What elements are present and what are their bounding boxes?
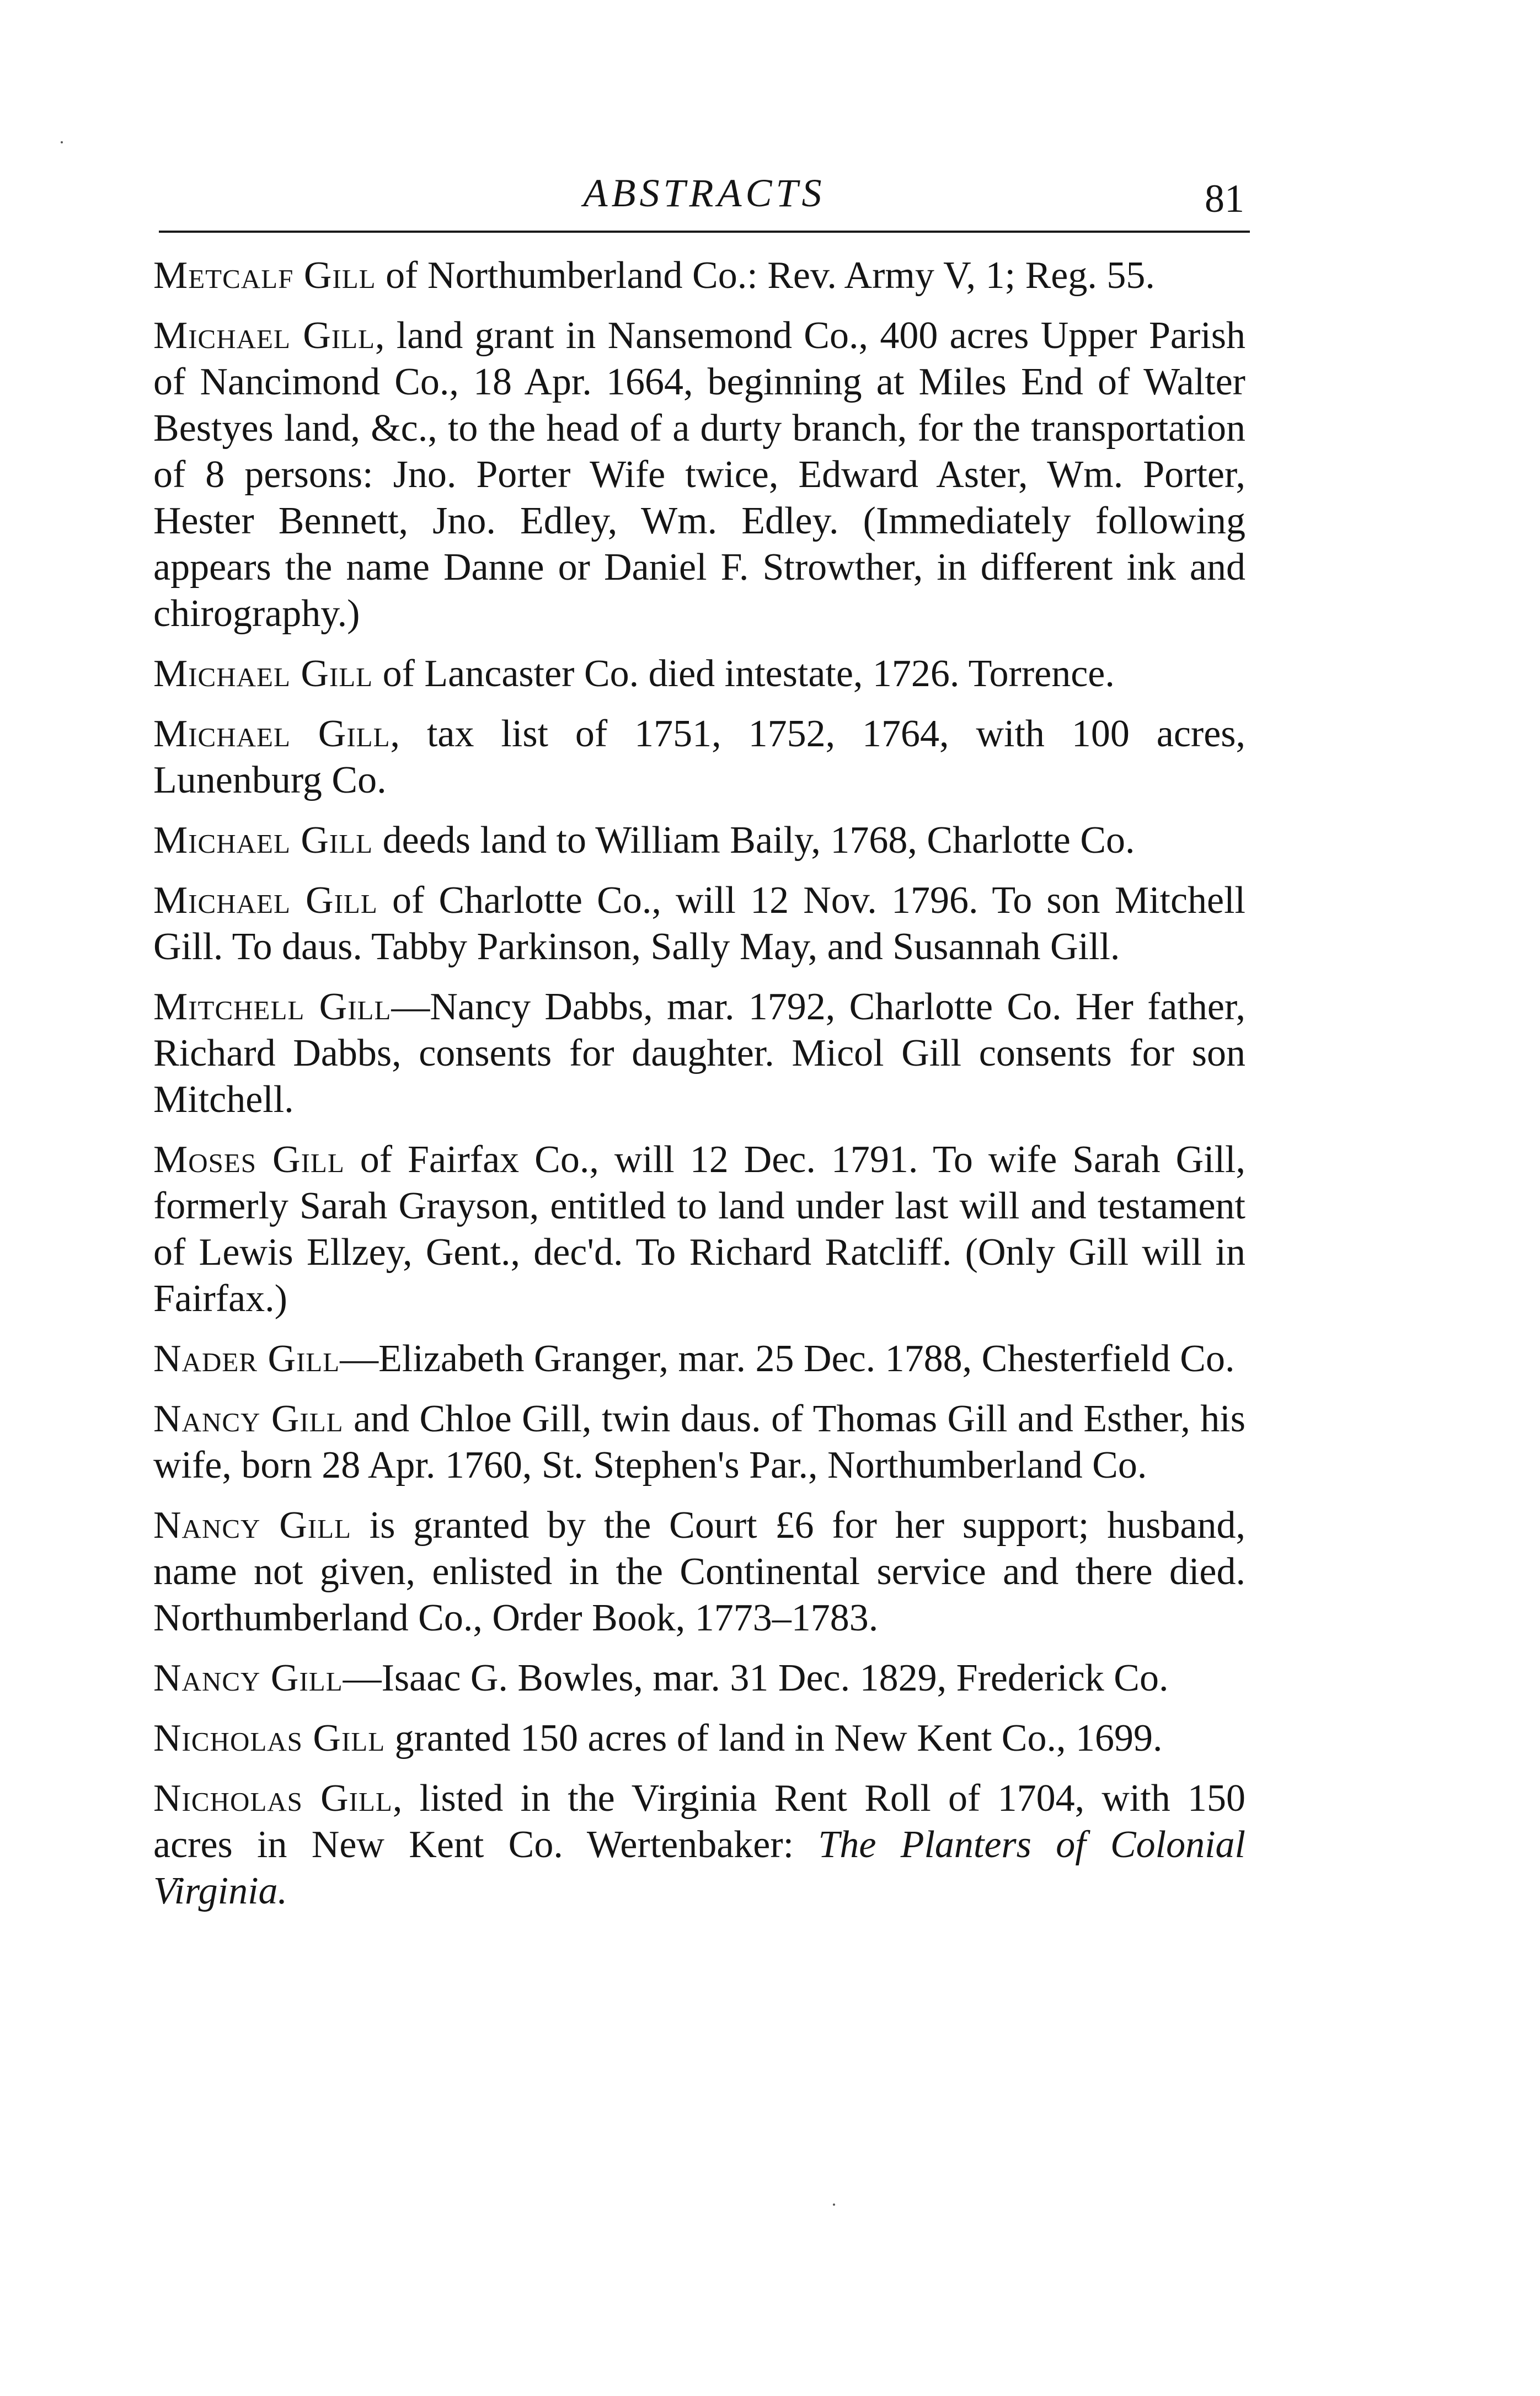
abstract-entry-moses-gill <box>153 1137 1245 1322</box>
entry-text: is granted by the Court £6 for her support; husband, name not given, enlisted in the Continental service and there died. Northumberland Co., Order Book, 1773–1783. <box>153 1504 1246 1639</box>
entry-name: Nancy Gill <box>153 1504 351 1547</box>
entry-name: Nicholas Gill <box>153 1777 393 1820</box>
abstract-entry-nancy-gill-twins <box>153 1396 1245 1489</box>
abstract-entry-mitchell-gill <box>153 984 1245 1123</box>
abstract-entry-nader-gill <box>153 1336 1245 1382</box>
abstract-entry-nancy-gill-court <box>153 1502 1245 1641</box>
entry-text: of Charlotte Co., will 12 Nov. 1796. To son Mitchell Gill. To daus. Tabby Parkinson, Sally May, and Susannah Gill. <box>153 879 1246 968</box>
entry-text: of Lancaster Co. died intestate, 1726. Torrence. <box>373 653 1115 695</box>
entry-name: Michael Gill <box>153 653 373 695</box>
running-head <box>159 165 1250 221</box>
page-title: ABSTRACTS <box>583 171 826 215</box>
cited-work-title: The Planters of Colonial Virginia. <box>153 1823 1245 1912</box>
page-number: 81 <box>1205 177 1244 221</box>
abstract-entry-michael-gill-nansemond <box>153 313 1245 637</box>
entry-name: Nancy Gill <box>153 1398 344 1440</box>
entry-text: of Northumberland Co.: Rev. Army V, 1; Reg. 55. <box>376 254 1155 297</box>
entry-name: Metcalf Gill <box>153 254 376 297</box>
entry-text: and Chloe Gill, twin daus. of Thomas Gill and Esther, his wife, born 28 Apr. 1760, St. Stephen's Par., Northumberland Co. <box>153 1398 1245 1486</box>
header-rule <box>159 231 1250 233</box>
abstract-entries <box>153 253 1245 1928</box>
entry-text: deeds land to William Baily, 1768, Charlotte Co. <box>373 819 1135 862</box>
entry-text: —Elizabeth Granger, mar. 25 Dec. 1788, Chesterfield Co. <box>340 1338 1235 1380</box>
entry-name: Mitchell Gill <box>153 986 392 1028</box>
entry-name: Moses Gill <box>153 1138 345 1181</box>
abstract-entry-nicholas-gill-rent-roll <box>153 1775 1245 1914</box>
entry-name: Michael Gill <box>153 819 373 862</box>
abstract-entry-metcalf-gill <box>153 253 1245 299</box>
entry-text: , tax list of 1751, 1752, 1764, with 100 acres, Lunenburg Co. <box>153 713 1246 801</box>
scan-speck <box>833 2204 835 2206</box>
abstract-entry-michael-gill-lancaster <box>153 651 1245 697</box>
entry-text: , land grant in Nansemond Co., 400 acres Upper Parish of Nancimond Co., 18 Apr. 1664, beginning at Miles End of Walter Bestyes land, &c., to the head of a durty branch, for the transportation of 8 persons: Jno. Porter Wife twice, Edward Aster, Wm. Porter, Hester Bennett, Jno. Edley, Wm. Edley. (Immediately following appears the name Danne or Daniel F. Strowther, in different ink and chirography.) <box>153 314 1246 635</box>
abstract-entry-michael-gill-charlotte-will <box>153 878 1245 970</box>
entry-name: Michael Gill <box>153 314 375 357</box>
abstract-entry-michael-gill-lunenburg <box>153 711 1245 804</box>
abstract-entry-michael-gill-deeds <box>153 817 1245 864</box>
entry-text: —Nancy Dabbs, mar. 1792, Charlotte Co. Her father, Richard Dabbs, consents for daughter. Micol Gill consents for son Mitchell. <box>153 986 1245 1121</box>
entry-name: Michael Gill <box>153 879 378 922</box>
entry-name: Michael Gill <box>153 713 391 755</box>
entry-text: granted 150 acres of land in New Kent Co., 1699. <box>385 1717 1163 1759</box>
entry-text: —Isaac G. Bowles, mar. 31 Dec. 1829, Frederick Co. <box>343 1657 1169 1699</box>
entry-name: Nicholas Gill <box>153 1717 386 1759</box>
entry-text: , listed in the Virginia Rent Roll of 1704, with 150 acres in New Kent Co. Wertenbaker: <box>153 1777 1246 1866</box>
scan-speck <box>61 141 63 143</box>
abstract-entry-nicholas-gill-grant <box>153 1715 1245 1762</box>
entry-name: Nancy Gill <box>153 1657 343 1699</box>
abstract-entry-nancy-gill-bowles <box>153 1655 1245 1702</box>
entry-text: of Fairfax Co., will 12 Dec. 1791. To wife Sarah Gill, formerly Sarah Grayson, entitled to land under last will and testament of Lewis Ellzey, Gent., dec'd. To Richard Ratcliff. (Only Gill will in Fairfax.) <box>153 1138 1245 1320</box>
entry-name: Nader Gill <box>153 1338 340 1380</box>
